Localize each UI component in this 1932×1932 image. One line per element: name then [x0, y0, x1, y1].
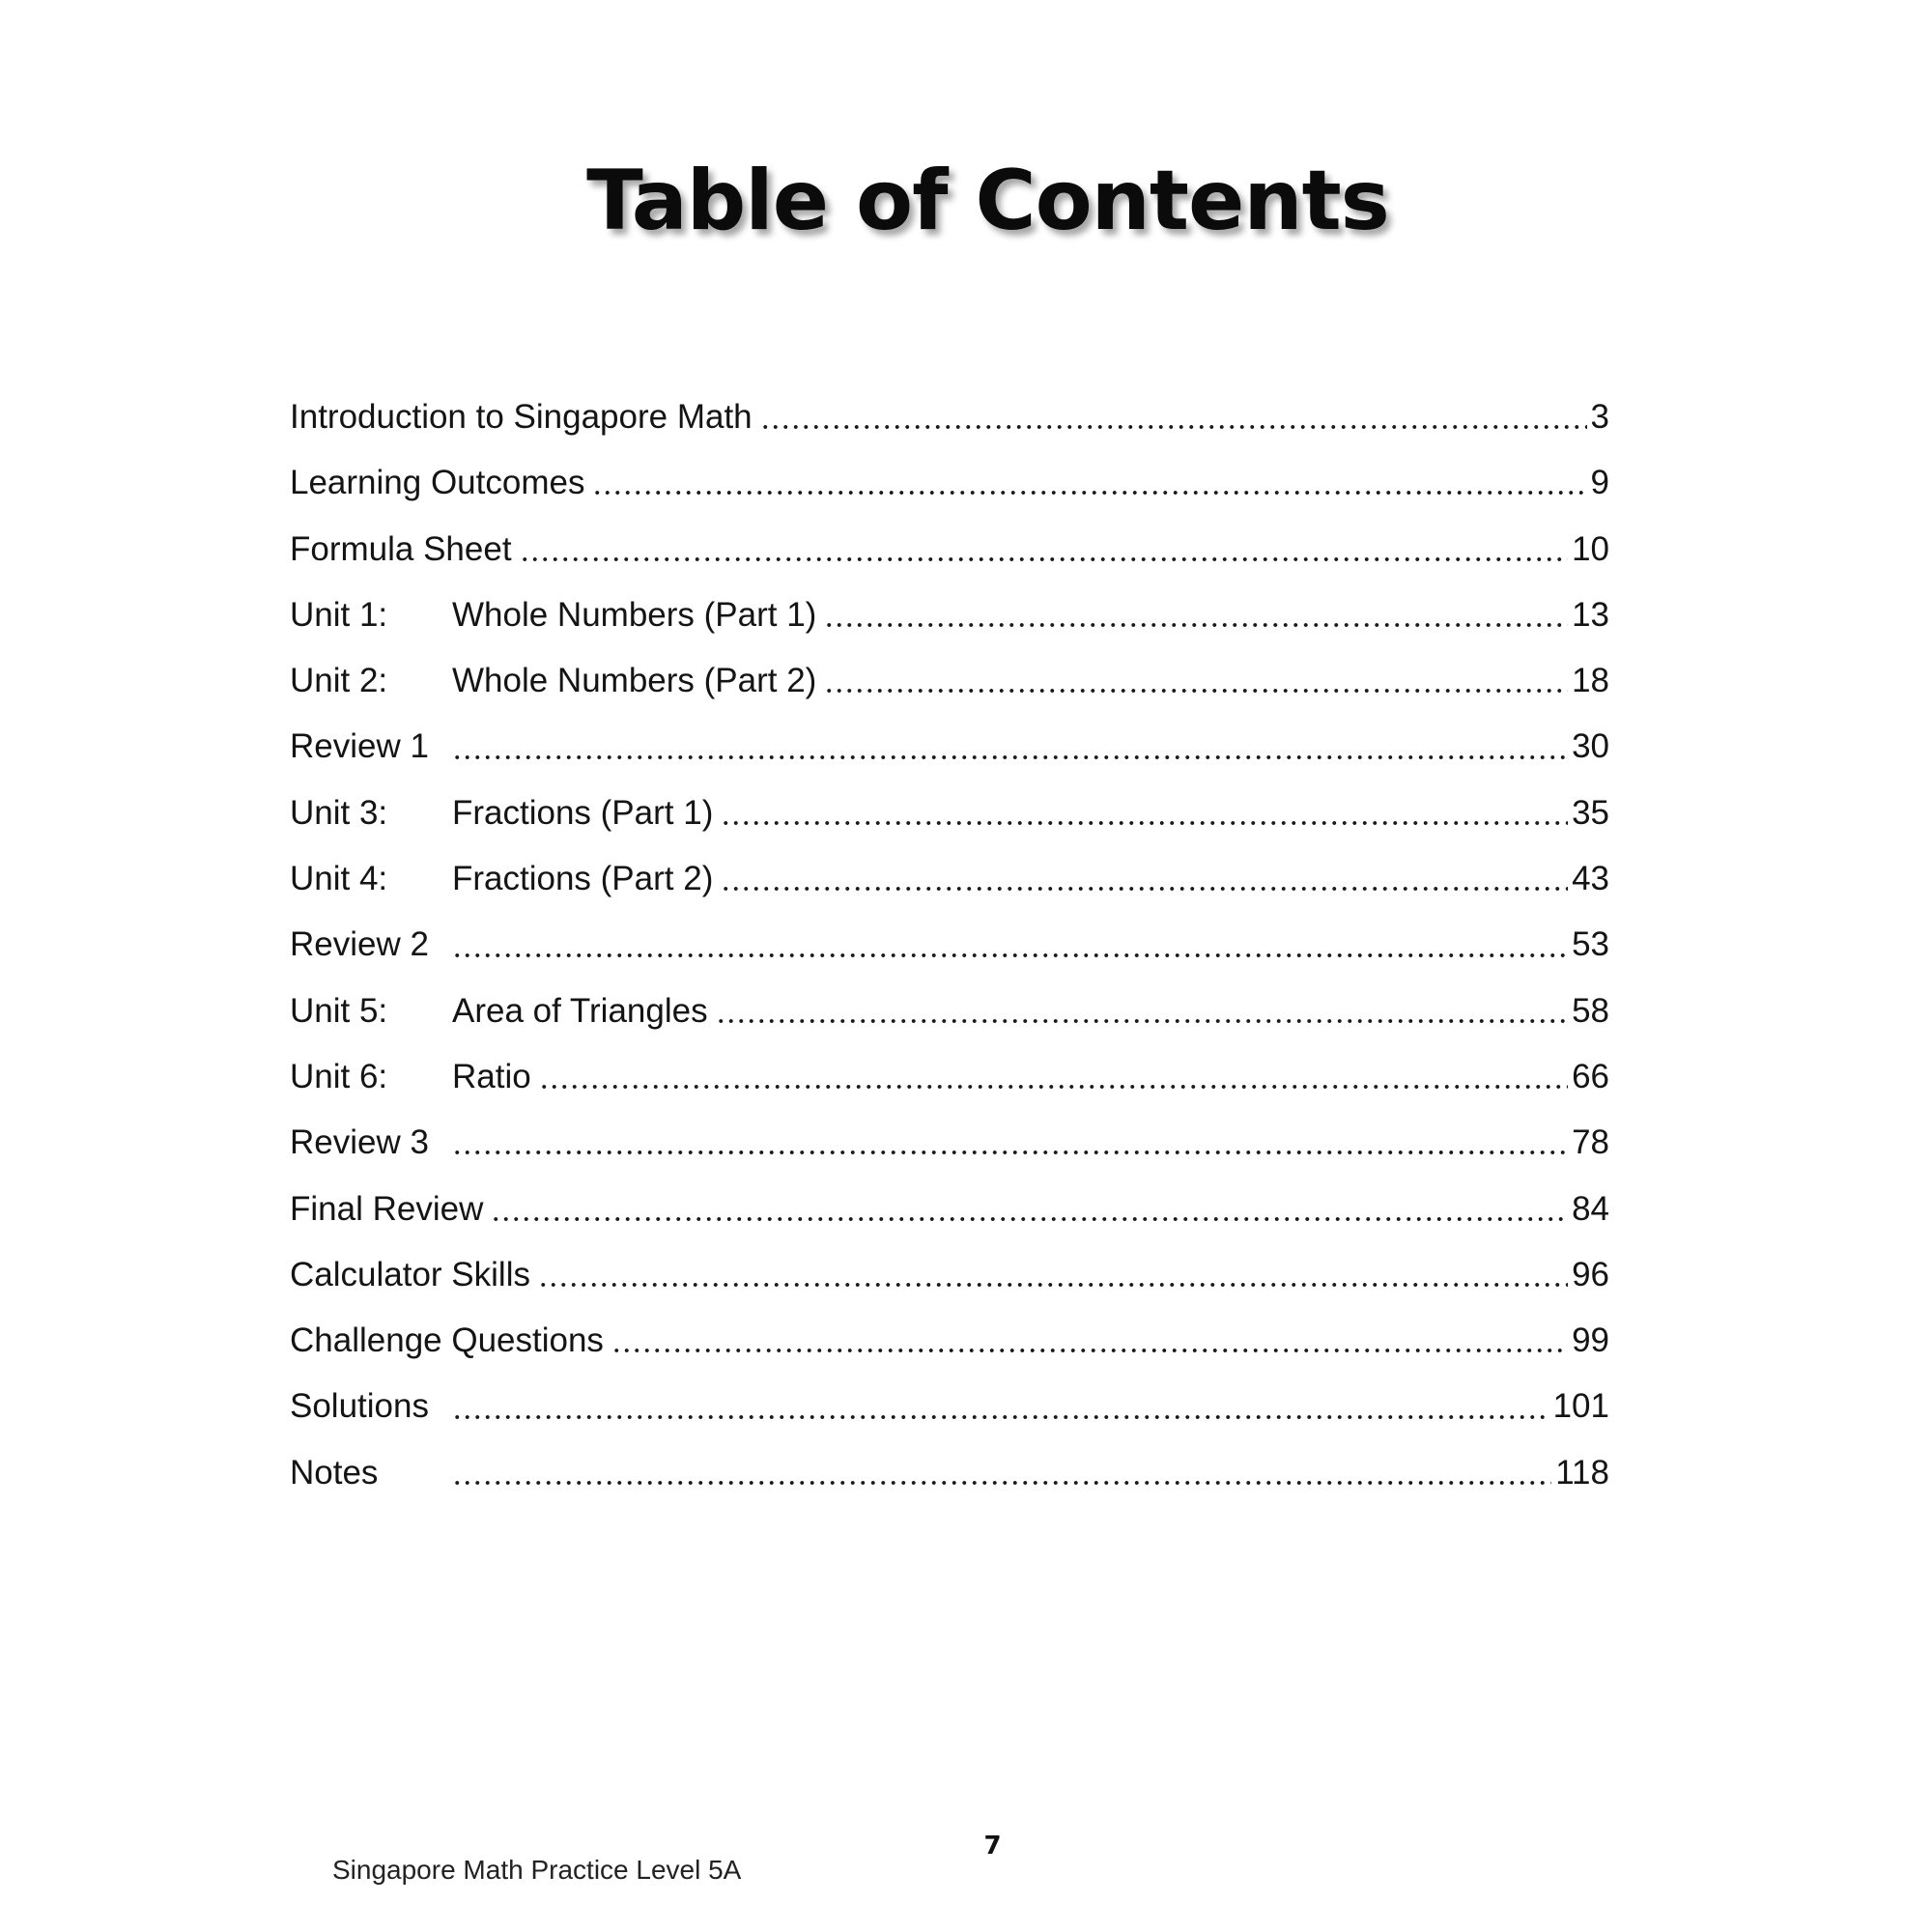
- dot-leader: [824, 668, 1568, 707]
- toc-entry-title: Fractions (Part 2): [452, 860, 714, 898]
- toc-entry-page: 53: [1572, 925, 1609, 964]
- toc-entry-prefix: Review 3: [290, 1123, 429, 1162]
- dot-leader: [721, 801, 1568, 839]
- toc-entry: [290, 1110, 1609, 1176]
- dot-leader: [538, 1263, 1568, 1301]
- toc-entry-title: Area of Triangles: [452, 991, 708, 1030]
- toc-entry: [290, 781, 1609, 846]
- dot-leader: [452, 933, 1568, 972]
- dot-leader: [520, 537, 1569, 576]
- page-number: 7: [983, 1832, 1002, 1861]
- dot-leader: [760, 405, 1587, 443]
- toc-entry-page: 3: [1590, 398, 1609, 436]
- toc-entry-page: 30: [1572, 727, 1609, 766]
- toc-entry: [290, 384, 1609, 450]
- dot-leader: [452, 735, 1568, 774]
- toc-entry-title: Whole Numbers (Part 2): [452, 662, 817, 700]
- toc-entry: [290, 912, 1609, 978]
- toc-entry: [290, 714, 1609, 780]
- toc-entry: [290, 648, 1609, 714]
- toc-entry-title: Learning Outcomes: [290, 464, 585, 502]
- toc-entry-page: 66: [1572, 1057, 1609, 1095]
- toc-entry-prefix: Unit 1:: [290, 595, 388, 634]
- toc-entry-prefix: Solutions: [290, 1387, 429, 1426]
- toc-entry: [290, 1242, 1609, 1308]
- toc-entry-page: 43: [1572, 860, 1609, 898]
- table-of-contents: [290, 384, 1609, 1506]
- dot-leader: [611, 1328, 1568, 1367]
- toc-entry-title: Formula Sheet: [290, 529, 512, 568]
- toc-entry: [290, 1308, 1609, 1374]
- toc-entry-page: 99: [1572, 1321, 1609, 1360]
- toc-entry-prefix: Unit 5:: [290, 991, 388, 1030]
- toc-entry-page: 10: [1572, 529, 1609, 568]
- dot-leader: [721, 867, 1568, 905]
- toc-entry-page: 101: [1552, 1387, 1609, 1426]
- toc-entry-prefix: Notes: [290, 1453, 379, 1492]
- dot-leader: [452, 1461, 1551, 1499]
- dot-leader: [539, 1065, 1568, 1103]
- dot-leader: [716, 999, 1568, 1037]
- toc-entry-prefix: Review 2: [290, 925, 429, 964]
- toc-entry-page: 18: [1572, 662, 1609, 700]
- toc-entry-prefix: Unit 6:: [290, 1057, 388, 1095]
- toc-entry: [290, 450, 1609, 516]
- dot-leader: [592, 470, 1586, 509]
- toc-entry-page: 13: [1572, 595, 1609, 634]
- toc-entry-title: Calculator Skills: [290, 1255, 530, 1293]
- page-title: Table of Contents: [586, 153, 1389, 249]
- toc-entry: [290, 1374, 1609, 1439]
- toc-entry-page: 35: [1572, 793, 1609, 832]
- footer-book-title: Singapore Math Practice Level 5A: [332, 1855, 742, 1885]
- dot-leader: [824, 603, 1568, 641]
- dot-leader: [491, 1197, 1568, 1236]
- toc-entry-prefix: Unit 2:: [290, 662, 388, 700]
- toc-entry: [290, 979, 1609, 1044]
- toc-entry-page: 9: [1590, 464, 1609, 502]
- toc-entry: [290, 1440, 1609, 1506]
- toc-entry-title: Whole Numbers (Part 1): [452, 595, 817, 634]
- toc-entry-prefix: Unit 4:: [290, 860, 388, 898]
- toc-entry: [290, 846, 1609, 912]
- dot-leader: [452, 1130, 1568, 1169]
- toc-entry-title: Introduction to Singapore Math: [290, 398, 753, 436]
- toc-entry-page: 118: [1555, 1453, 1609, 1492]
- toc-entry-prefix: Unit 3:: [290, 793, 388, 832]
- toc-entry: [290, 1044, 1609, 1110]
- toc-entry-page: 58: [1572, 991, 1609, 1030]
- toc-entry-prefix: Review 1: [290, 727, 429, 766]
- toc-entry-page: 78: [1572, 1123, 1609, 1162]
- toc-entry-title: Challenge Questions: [290, 1321, 604, 1360]
- toc-entry-page: 84: [1572, 1189, 1609, 1228]
- toc-entry-page: 96: [1572, 1255, 1609, 1293]
- toc-entry-title: Fractions (Part 1): [452, 793, 714, 832]
- dot-leader: [452, 1395, 1549, 1434]
- toc-entry: [290, 1177, 1609, 1242]
- toc-entry: [290, 517, 1609, 582]
- toc-entry-title: Final Review: [290, 1189, 484, 1228]
- toc-entry-title: Ratio: [452, 1057, 531, 1095]
- toc-entry: [290, 582, 1609, 648]
